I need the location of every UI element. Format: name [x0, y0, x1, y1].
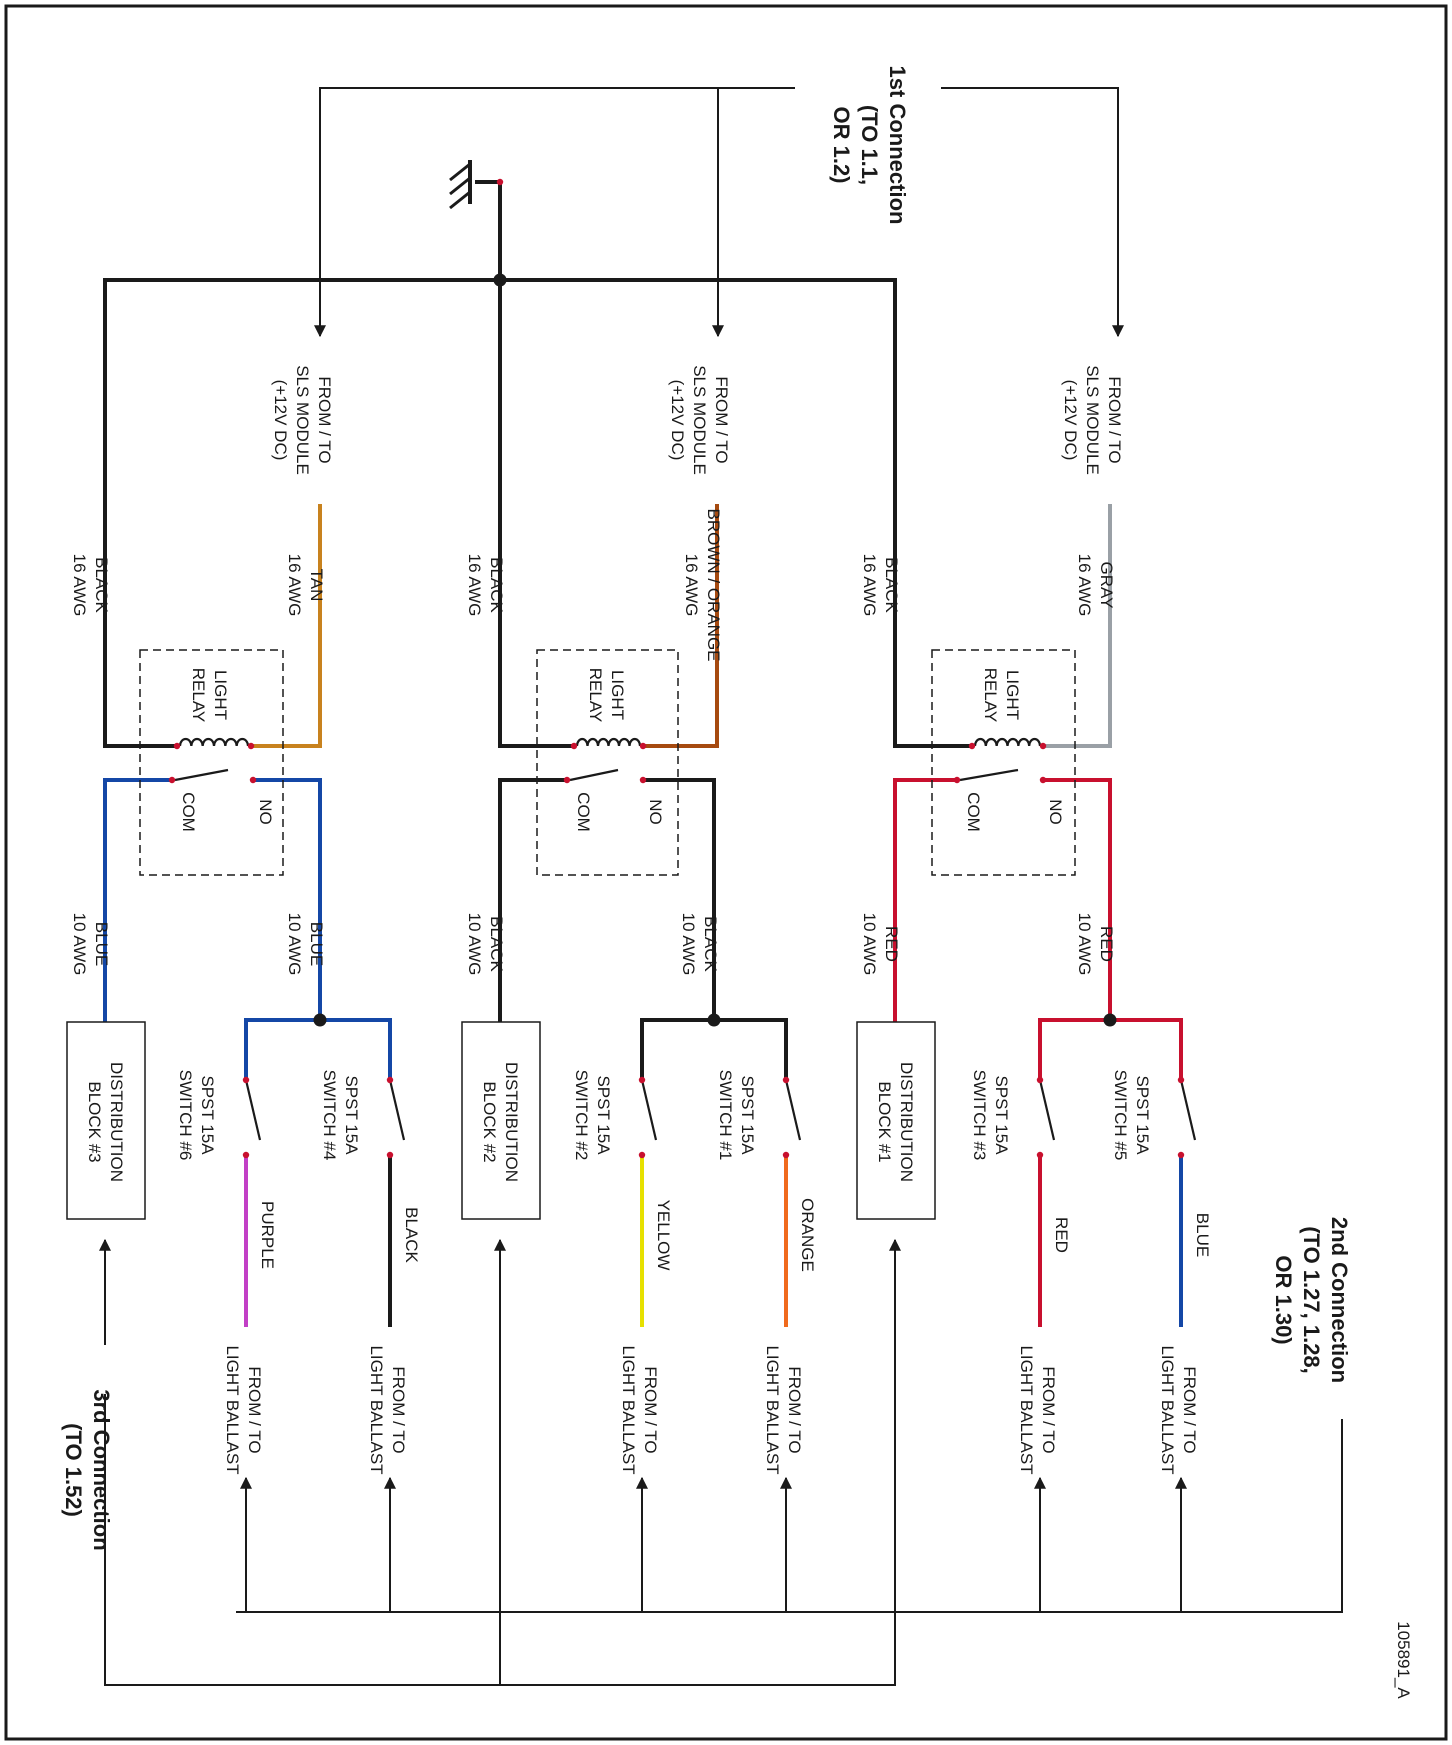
circuit-2-com-wire-label — [465, 913, 506, 976]
circuit-3-switch-1-label-line: SWITCH #6 — [176, 1069, 195, 1161]
circuit-3-load-wire-label-line: BLUE — [307, 921, 326, 967]
circuit-3-ground-wire-label-line: 16 AWG — [70, 553, 89, 617]
circuit-1-distribution-block — [857, 1022, 935, 1219]
circuit-2-switch-0-ballast-label-line: LIGHT BALLAST — [763, 1345, 782, 1475]
second-connection-label — [1271, 1217, 1352, 1383]
circuit-2-switch-feed-junction — [708, 1014, 721, 1027]
circuit-2-com-wire-label-line: BLACK — [487, 916, 506, 972]
circuit-1-no-label: NO — [1046, 799, 1065, 825]
ground-lead-terminal — [497, 179, 503, 185]
circuit-1-switch-0-terminal-in — [1178, 1077, 1184, 1083]
circuit-3-switch-0-ballast-label-line: FROM / TO — [389, 1366, 408, 1454]
circuit-3-relay-label-line: LIGHT — [211, 669, 230, 721]
circuit-2-com-wire — [500, 780, 565, 1022]
circuit-3-coil-supply-wire — [253, 506, 320, 746]
circuit-3-distribution-block-label-line: DISTRIBUTION — [107, 1062, 126, 1182]
circuit-1-switch-0-ballast-label — [1158, 1345, 1199, 1474]
circuit-2-switch-1-ballast-label — [619, 1345, 660, 1474]
third-connection-label-line: 3rd Connection — [89, 1389, 114, 1551]
circuit-2-switch-1-label — [572, 1070, 613, 1161]
circuit-3-relay-coil-icon — [180, 739, 248, 746]
ground-lead-wire — [477, 182, 500, 280]
circuit-1-switch-1-contact-arm — [1040, 1080, 1054, 1140]
circuit-2-switch-1-wire-color-label: YELLOW — [654, 1199, 673, 1271]
circuit-3-switch-0-ballast-label — [367, 1345, 408, 1474]
circuit-1-source-label-line: SLS MODULE — [1083, 365, 1102, 475]
circuit-3-com-wire-label-line: 10 AWG — [70, 912, 89, 976]
circuit-1-relay-contact-arm — [960, 770, 1018, 780]
circuit-3-distribution-block-label-line: BLOCK #3 — [85, 1081, 104, 1163]
circuit-3-distribution-block — [67, 1022, 145, 1219]
circuit-1-coil-supply-wire — [1045, 506, 1110, 746]
circuit-3-switch-1-ballast-label-line: FROM / TO — [245, 1366, 264, 1454]
circuit-3-switch-1-terminal-out — [243, 1152, 249, 1158]
circuit-1-distribution-block-label-line: BLOCK #1 — [875, 1081, 894, 1163]
circuit-2-ground-wire-label — [465, 554, 506, 617]
circuit-3-switch-0-ballast-label-line: LIGHT BALLAST — [367, 1345, 386, 1475]
ground-hatch-1 — [450, 178, 470, 194]
circuit-1-switch-1-terminal-in — [1037, 1077, 1043, 1083]
circuit-1-switch-feed-junction — [1104, 1014, 1117, 1027]
circuit-2-com-terminal — [564, 777, 570, 783]
circuit-1-ground-wire-label-line: 16 AWG — [860, 553, 879, 617]
circuit-3-ground-wire-label — [70, 554, 111, 617]
circuit-2-com-wire-label-line: 10 AWG — [465, 912, 484, 976]
circuit-1-load-wire-label-line: 10 AWG — [1075, 912, 1094, 976]
circuit-2-switch-0-label — [716, 1070, 757, 1161]
circuit-1-switch-0-label-line: SPST 15A — [1133, 1075, 1152, 1155]
circuit-2-switch-0-contact-arm — [786, 1080, 800, 1140]
circuit-3-source-label-line: FROM / TO — [315, 376, 334, 464]
circuit-3-switch-1-terminal-in — [243, 1077, 249, 1083]
circuit-1-switch-0-label-line: SWITCH #5 — [1111, 1069, 1130, 1161]
circuit-3-no-label: NO — [256, 799, 275, 825]
circuit-2-coil-wire-label — [682, 508, 723, 661]
circuit-3-switch-1-wire-color-label: PURPLE — [258, 1200, 277, 1270]
circuit-2-coil-terminal-a — [571, 743, 577, 749]
circuit-2-switch-0-wire-color-label: ORANGE — [798, 1198, 817, 1272]
circuit-3-relay-label — [189, 668, 230, 723]
circuit-3-switch-0-wire-color-label: BLACK — [402, 1207, 421, 1263]
circuit-1-ground-wire-label — [860, 554, 901, 617]
circuit-1-switch-1-label-line: SPST 15A — [992, 1075, 1011, 1155]
labels-layer — [61, 66, 1413, 1700]
circuit-2-no-label: NO — [646, 799, 665, 825]
circuit-1-switch-0-contact-arm — [1181, 1080, 1195, 1140]
circuit-2-switch-0-terminal-in — [783, 1077, 789, 1083]
circuit-1-switch-0-wire-color-label: BLUE — [1193, 1212, 1212, 1258]
circuit-1-switch-1-label-line: SWITCH #3 — [970, 1069, 989, 1161]
circuit-2-switch-1-ballast-label-line: FROM / TO — [641, 1366, 660, 1454]
ground-hatch-0 — [450, 164, 470, 180]
circuit-1-source-label — [1061, 365, 1124, 475]
circuit-3-relay-label-line: RELAY — [189, 667, 208, 723]
components-layer — [67, 160, 1195, 1219]
circuit-2-relay-label-line: RELAY — [586, 667, 605, 723]
circuit-1-no-terminal — [1040, 777, 1046, 783]
circuit-1-switch-0-terminal-out — [1178, 1152, 1184, 1158]
circuit-1-coil-terminal-b — [1040, 743, 1046, 749]
circuit-1-coil-wire-label-line: GRAY — [1097, 561, 1116, 609]
circuit-2-source-label-line: FROM / TO — [712, 376, 731, 464]
circuit-1-switch-1-ballast-label-line: LIGHT BALLAST — [1017, 1345, 1036, 1475]
circuit-3-coil-terminal-a — [174, 743, 180, 749]
circuit-2-coil-wire-label-line: 16 AWG — [682, 553, 701, 617]
circuit-3-coil-wire-label-line: 16 AWG — [285, 553, 304, 617]
circuit-2-no-terminal — [640, 777, 646, 783]
circuit-1-com-wire-label-line: 10 AWG — [860, 912, 879, 976]
circuit-2-coil-wire-label-line: BROWN / ORANGE — [704, 508, 723, 662]
chassis-ground-icon — [450, 160, 470, 208]
circuit-1-switch-1-ballast-label — [1017, 1345, 1058, 1474]
circuit-2-switch-1-terminal-in — [639, 1077, 645, 1083]
circuit-2-source-label — [668, 365, 731, 475]
circuit-1-com-terminal — [954, 777, 960, 783]
circuit-2-switch-0-label-line: SWITCH #1 — [716, 1069, 735, 1161]
circuit-2-switch-feed-wire — [642, 1020, 786, 1080]
circuit-2-coil-ground-wire — [500, 280, 572, 746]
circuit-2-relay-label — [586, 668, 627, 723]
circuit-3-load-wire-label-line: 10 AWG — [285, 912, 304, 976]
circuit-2-switch-0-ballast-label — [763, 1345, 804, 1474]
circuit-3-load-wire-label — [285, 913, 326, 976]
circuit-3-com-label: COM — [179, 792, 198, 832]
diagram-frame — [6, 6, 1446, 1739]
circuit-1-source-label-line: FROM / TO — [1105, 376, 1124, 464]
second-connection-label-line: OR 1.30) — [1271, 1255, 1296, 1345]
circuit-2-relay-coil-icon — [577, 739, 640, 746]
circuit-2-com-label: COM — [574, 792, 593, 832]
circuit-1-relay-label-line: LIGHT — [1003, 669, 1022, 721]
circuit-2-coil-terminal-b — [640, 743, 646, 749]
first-connection-label — [829, 66, 910, 225]
circuit-2-load-wire-label-line: 10 AWG — [679, 912, 698, 976]
circuit-3-switch-0-label-line: SWITCH #4 — [320, 1069, 339, 1161]
circuit-3-switch-1-contact-arm — [246, 1080, 260, 1140]
circuit-2-switch-1-terminal-out — [639, 1152, 645, 1158]
figure-id: 105891_A — [1394, 1621, 1413, 1699]
circuit-3-switch-1-label — [176, 1070, 217, 1161]
circuit-1-ground-wire-label-line: BLACK — [882, 557, 901, 613]
circuit-1-switch-0-label — [1111, 1070, 1152, 1161]
circuit-1-com-label: COM — [964, 792, 983, 832]
circuit-3-source-label-line: SLS MODULE — [293, 365, 312, 475]
third-connection-label — [61, 1389, 114, 1550]
circuit-2-ground-wire-label-line: 16 AWG — [465, 553, 484, 617]
circuit-3-com-wire-label-line: BLUE — [92, 921, 111, 967]
circuit-2-relay-box — [537, 650, 678, 875]
circuit-3-coil-terminal-b — [248, 743, 254, 749]
second-connection-label-line: (TO 1.27, 1.28, — [1299, 1226, 1324, 1374]
circuit-2-load-wire-label — [679, 913, 720, 976]
first-connection-label-line: 1st Connection — [885, 65, 910, 225]
circuit-1-source-label-line: (+12V DC) — [1061, 379, 1080, 461]
third-connection-label-line: (TO 1.52) — [61, 1423, 86, 1517]
circuit-2-switch-0-terminal-out — [783, 1152, 789, 1158]
circuit-3-switch-0-label-line: SPST 15A — [342, 1075, 361, 1155]
circuit-1-coil-terminal-a — [969, 743, 975, 749]
circuit-1-relay-label-line: RELAY — [981, 667, 1000, 723]
circuit-1-switch-0-ballast-label-line: LIGHT BALLAST — [1158, 1345, 1177, 1475]
circuit-2-distribution-block-label-line: BLOCK #2 — [480, 1081, 499, 1163]
second-connection-label-line: 2nd Connection — [1327, 1216, 1352, 1384]
circuit-1-switch-1-wire-color-label: RED — [1052, 1217, 1071, 1253]
circuit-3-source-label-line: (+12V DC) — [271, 379, 290, 461]
circuit-3-switch-feed-junction — [314, 1014, 327, 1027]
circuit-3-switch-0-label — [320, 1070, 361, 1161]
circuit-2-switch-0-label-line: SPST 15A — [738, 1075, 757, 1155]
circuit-2-ground-wire-label-line: BLACK — [487, 557, 506, 613]
circuit-3-switch-1-ballast-label — [223, 1345, 264, 1474]
circuit-3-switch-0-terminal-in — [387, 1077, 393, 1083]
circuit-1-com-wire-label-line: RED — [882, 926, 901, 962]
circuit-3-no-terminal — [250, 777, 256, 783]
circuit-2-distribution-block — [462, 1022, 540, 1219]
circuit-2-source-label-line: (+12V DC) — [668, 379, 687, 461]
ground-bus-junction — [494, 274, 507, 287]
circuit-2-relay-contact-arm — [570, 770, 618, 780]
circuit-2-switch-0-ballast-label-line: FROM / TO — [785, 1366, 804, 1454]
circuit-3-relay-contact-arm — [175, 770, 228, 780]
circuit-1-relay-label — [981, 668, 1022, 723]
circuit-2-switch-1-label-line: SWITCH #2 — [572, 1069, 591, 1161]
circuit-3-ground-wire-label-line: BLACK — [92, 557, 111, 613]
circuit-3-switch-0-terminal-out — [387, 1152, 393, 1158]
circuit-1-switch-1-ballast-label-line: FROM / TO — [1039, 1366, 1058, 1454]
circuit-1-com-wire — [895, 780, 955, 1022]
circuit-1-switch-feed-wire — [1040, 1020, 1181, 1080]
circuit-3-com-terminal — [169, 777, 175, 783]
ground-hatch-2 — [450, 192, 470, 208]
wires-layer — [105, 88, 1342, 1685]
first-connection-label-line: OR 1.2) — [829, 106, 854, 184]
circuit-2-switch-1-label-line: SPST 15A — [594, 1075, 613, 1155]
circuit-1-coil-wire-label — [1075, 554, 1116, 617]
circuit-2-distribution-block-label-line: DISTRIBUTION — [502, 1062, 521, 1182]
circuit-2-switch-1-ballast-label-line: LIGHT BALLAST — [619, 1345, 638, 1475]
circuit-2-load-wire-label-line: BLACK — [701, 916, 720, 972]
circuit-3-source-label — [271, 365, 334, 475]
circuit-3-switch-0-contact-arm — [390, 1080, 404, 1140]
first-connection-label-line: (TO 1.1, — [857, 104, 882, 186]
circuit-1-coil-wire-label-line: 16 AWG — [1075, 553, 1094, 617]
circuit-3-coil-wire-label-line: TAN — [307, 568, 326, 602]
circuit-1-switch-1-terminal-out — [1037, 1152, 1043, 1158]
circuit-1-switch-0-ballast-label-line: FROM / TO — [1180, 1366, 1199, 1454]
circuit-3-com-wire — [105, 780, 170, 1022]
circuit-3-switch-feed-wire — [246, 1020, 390, 1080]
circuit-3-com-wire-label — [70, 913, 111, 976]
circuit-1-relay-coil-icon — [975, 739, 1040, 746]
circuit-3-switch-1-label-line: SPST 15A — [198, 1075, 217, 1155]
circuit-1-switch-1-label — [970, 1070, 1011, 1161]
circuit-3-switch-1-ballast-label-line: LIGHT BALLAST — [223, 1345, 242, 1475]
circuit-1-distribution-block-label-line: DISTRIBUTION — [897, 1062, 916, 1182]
circuit-2-relay-label-line: LIGHT — [608, 669, 627, 721]
circuit-2-switch-1-contact-arm — [642, 1080, 656, 1140]
circuit-1-load-wire-label-line: RED — [1097, 926, 1116, 962]
circuit-2-source-label-line: SLS MODULE — [690, 365, 709, 475]
